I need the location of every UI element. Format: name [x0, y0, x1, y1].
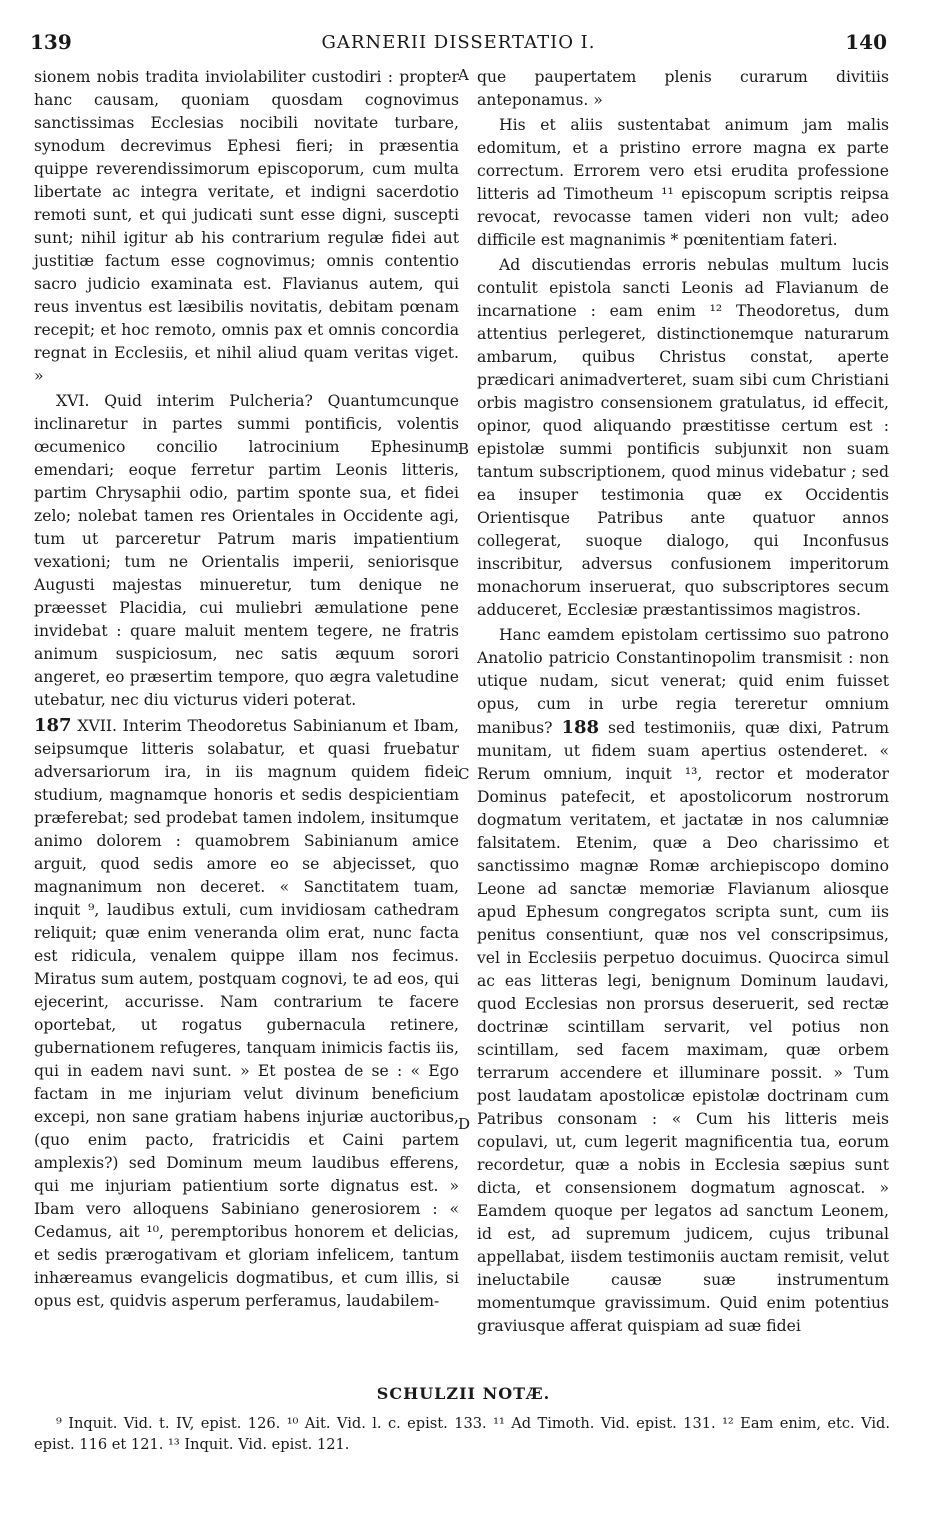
- paragraph-xvii: [34, 714, 459, 1313]
- paragraph: His et aliis sustentabat animum jam malis edomitum, et a pristino errore magna ex parte correctum. Errorem vero etsi erudita professione litteris ad Timotheum ¹¹ episcopum scriptis reipsa revocat, revocasse tamen videri non vult; adeo difficile est magnanimis * pœnitentiam fateri.: [477, 116, 889, 249]
- section-marker-a: A: [458, 66, 469, 84]
- paragraph: sionem nobis tradita inviolabiliter custodiri : propter hanc causam, quoniam quosdam cognovimus sanctissimas Ecclesias nocibili novitate turbare, synodum decrevimus Ephesi fieri; in præsentia quippe reverendissimorum episcoporum, cum multa libertate ac integra veritate, et indigni sacerdotio remoti sunt, et qui judicati sunt esse digni, suscepti sunt; nihil igitur ab his contrarium regulæ fidei aut justitiæ factum esse cognovimus; omnis contentio sacro judicio examinata est. Flavianus autem, qui reus inventus est læsibilis novitatis, debitam pœnam recepit; et hoc remoto, omnis pax et omnis concordia regnat in Ecclesiis, et nihil aliud quam veritas viget. »: [34, 68, 459, 385]
- page-number-left: 139: [30, 30, 72, 54]
- page-number-right: 140: [845, 30, 887, 54]
- paragraph: Ad discutiendas erroris nebulas multum lucis contulit epistola sancti Leonis ad Flavianum de incarnatione : eam enim ¹² Theodoretus, dum attentius perlegeret, distinctionemque naturarum ambarum, quibus Christus constat, aperte prædicari animadverteret, suam sibi cum Christiani orbis magistro consensionem gratulatus, id effecit, opinor, quod aliquando præstitisse certum est : epistolæ summi pontificis subjunxit non suam tantum subscriptionem, quod minus videbatur ; sed ea insuper testimonia quæ ex Occidentis Orientisque Patribus ante quatuor annos collegerat, suoque dialogo, qui Inconfusus inscribitur, adversus confusionem imperitorum monachorum inseruerat, quo subscriptores secum adduceret, Ecclesiæ præstantissimos magistros.: [477, 256, 889, 619]
- paragraph-text: Hanc eamdem epistolam certissimo suo patrono Anatolio patricio Constantinopolim transmisit : non utique nudam, sicut venerat; quid enim fuisset opus, cum in urbe regia tereretur omnium manibus?: [477, 626, 889, 737]
- left-column: [34, 66, 459, 1313]
- page-header: [30, 30, 887, 60]
- paragraph-text: sed testimoniis, quæ dixi, Patrum munitam, ut fidem suam apertius ostenderet. « Rerum omnium, inquit ¹³, rector et moderator Dominus patefecit, et apostolicorum nostrorum dogmatum veritatem, et jactatæ in nos calumniæ falsitatem. Etenim, quæ a Deo charissimo et sanctissimo magnæ Romæ archiepiscopo domino Leone ad sanctæ memoriæ Flavianum aliosque apud Ephesum congregatos scripta sunt, cum iis penitus consentiunt, quæ nos vel conscripsimus, vel in Ecclesiis perpetuo docuimus. Quocirca simul ac eas litteras legi, benignum Dominum laudavi, quod Ecclesias non prorsus deseruerit, sed rectæ doctrinæ scintillam servarit, vel potius non scintillam, sed facem maximam, quæ orbem terrarum accendere et illuminare possit. » Tum post laudatam apostolicæ epistolæ doctrinam cum Patribus consonam : « Cum his litteris meis copulavi, ut, cum legerit magnificentia tua, eorum recordetur, quæ a nobis in Ecclesia sæpius sunt dicta, et consensionem dogmatum agnoscat. » Eamdem quoque per legatos ad sanctum Leonem, id est, ad supremum judicem, cujus tribunal appellabat, iisdem testimoniis auctam remisit, velut ineluctabile causæ suæ instrumentum momentumque gravissimum. Quid enim potentius graviusque afferat quispiam ad suæ fidei: [477, 719, 889, 1335]
- margin-number: 188: [561, 717, 600, 738]
- section-marker-c: C: [458, 765, 470, 783]
- running-title: GARNERII DISSERTATIO I.: [321, 32, 596, 53]
- section-marker-d: D: [458, 1115, 471, 1133]
- footnotes: [34, 1413, 890, 1455]
- paragraph: [477, 624, 889, 1338]
- paragraph-xvi: XVI. Quid interim Pulcheria? Quantumcunque inclinaretur in partes summi pontificis, volentis œcumenico concilio latrocinium Ephesinum emendari; eoque ferretur partim Leonis litteris, partim Chrysaphii odio, partim sponte sua, et fidei zelo; nolebat tamen res Orientales in Occidente agi, tum ut parceretur Patrum maris impatientium vexationi; tum ne Orientalis imperii, seniorisque Augusti majestas minueretur, tum denique ne præesset Placidia, cui muliebri æmulatione pene invidebat : quare maluit mentem tegere, ne fratris animum suspiciosum, nec satis æquum sorori angeret, eo præsertim tempore, quo ægra valetudine utebatur, nec diu victurus videri poterat.: [34, 392, 459, 709]
- paragraph-text: XVII. Interim Theodoretus Sabinianum et Ibam, seipsumque litteris solabatur, et quasi fruebatur adversariorum ira, in iis magnum quidem fidei studium, magnamque honoris et sedis despicientiam præferebat; sed prodebat tamen indolem, insitumque animo dolorem : quamobrem Sabinianum amice arguit, quod sedis amore eo se abjecisset, quo magnanimum non deceret. « Sanctitatem tuam, inquit ⁹, laudibus extuli, cum invidiosam cathedram reliquit; quæ enim veneranda olim erat, nunc facta est ridicula, venalem quippe illam nos fecimus. Miratus sum autem, postquam cognovi, te ad eos, qui ejecerint, accurisse. Nam contrarium te facere oportebat, ut rogatus gubernacula retinere, gubernationem refugeres, tanquam inimicis factis iis, qui in eadem navi sunt. » Et postea de se : « Ego factam in me injuriam velut divinum beneficium excepi, non sane gratiam habens injuriæ auctoribus, (quo enim pacto, fratricidis et Caini partem amplexis?) sed Dominum meum laudibus efferens, qui me injuriam patientium sorte dignatus est. » Ibam vero alloquens Sabiniano generosiorem : « Cedamus, ait ¹⁰, peremptoribus honorem et delicias, et sedis prærogativam et gloriam infelicem, tantum inhæreamus evangelicis dogmatibus, et cum illis, si opus est, quidvis asperum perferamus, laudabilem-: [34, 717, 459, 1310]
- footnote-text: ⁹ Inquit. Vid. t. IV, epist. 126. ¹⁰ Ait. Vid. l. c. epist. 133. ¹¹ Ad Timoth. Vid. epist. 131. ¹² Eam enim, etc. Vid. epist. 116 et 121. ¹³ Inquit. Vid. epist. 121.: [34, 1415, 890, 1453]
- section-marker-b: B: [458, 440, 470, 458]
- paragraph: que paupertatem plenis curarum divitiis anteponamus. »: [477, 68, 889, 109]
- notes-title: SCHULZII NOTÆ.: [376, 1384, 551, 1403]
- right-column: [477, 66, 889, 1338]
- margin-number: 187: [34, 715, 72, 736]
